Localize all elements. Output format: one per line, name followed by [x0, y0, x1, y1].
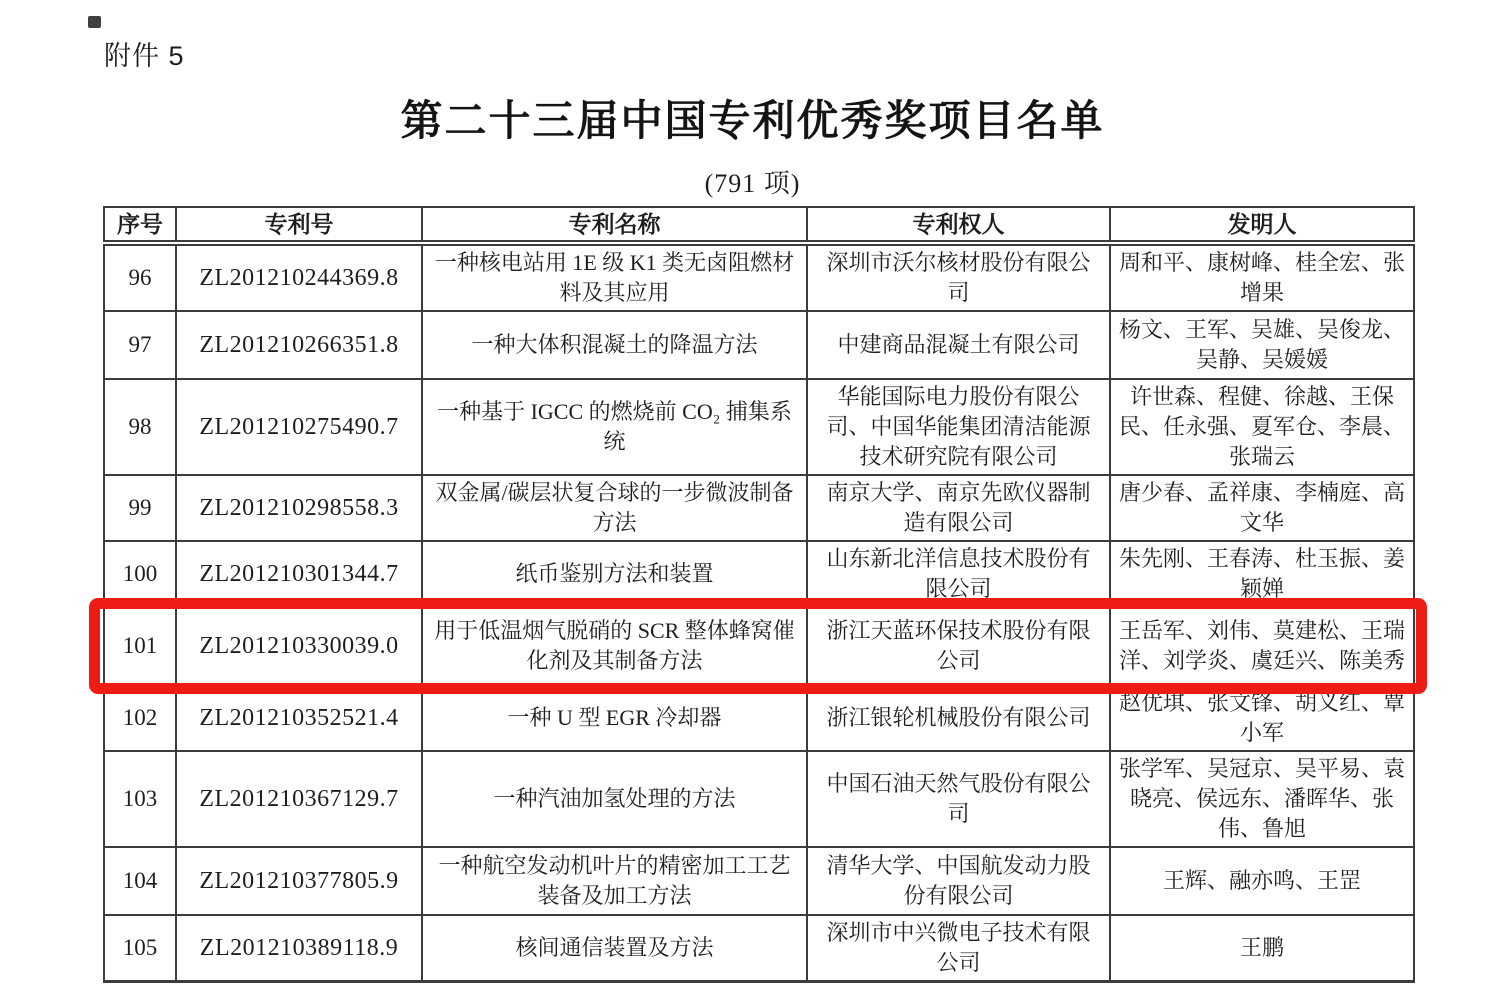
- cell-patent-no: ZL201210298558.3: [176, 475, 422, 541]
- cell-patentee: 深圳市沃尔核材股份有限公司: [807, 243, 1110, 311]
- scan-artifact: [88, 16, 101, 28]
- cell-patent-no: ZL201210330039.0: [176, 607, 422, 685]
- cell-inventors: 朱先刚、王春涛、杜玉振、姜颖婵: [1110, 541, 1414, 607]
- cell-patent-name: 纸币鉴别方法和装置: [422, 541, 807, 607]
- col-header-patentee: 专利权人: [807, 207, 1110, 243]
- cell-index: 104: [104, 847, 176, 915]
- cell-patentee: 浙江银轮机械股份有限公司: [807, 685, 1110, 751]
- col-header-patent-no: 专利号: [176, 207, 422, 243]
- cell-index: 99: [104, 475, 176, 541]
- table-row: [104, 685, 1414, 751]
- cell-inventors: 许世森、程健、徐越、王保民、任永强、夏军仓、李晨、张瑞云: [1110, 379, 1414, 475]
- cell-inventors: 赵优琪、张文锋、胡义红、覃小军: [1110, 685, 1414, 751]
- col-header-index: 序号: [104, 207, 176, 243]
- cell-patent-no: ZL201210352521.4: [176, 685, 422, 751]
- table-row: [104, 243, 1414, 311]
- table-row: [104, 915, 1414, 982]
- cell-patent-name: 一种航空发动机叶片的精密加工工艺装备及加工方法: [422, 847, 807, 915]
- cell-patent-name: 一种汽油加氢处理的方法: [422, 751, 807, 847]
- project-count: (791 项): [704, 169, 801, 198]
- cell-patent-name: 用于低温烟气脱硝的 SCR 整体蜂窝催化剂及其制备方法: [422, 607, 807, 685]
- cell-patent-name: 一种核电站用 1E 级 K1 类无卤阻燃材料及其应用: [422, 243, 807, 311]
- cell-patentee: 清华大学、中国航发动力股份有限公司: [807, 847, 1110, 915]
- cell-index: 96: [104, 243, 176, 311]
- cell-inventors: 王辉、融亦鸣、王罡: [1110, 847, 1414, 915]
- table-row: [104, 475, 1414, 541]
- cell-patentee: 中建商品混凝土有限公司: [807, 311, 1110, 379]
- cell-index: 97: [104, 311, 176, 379]
- table-row: [104, 311, 1414, 379]
- patent-award-table: [103, 206, 1415, 983]
- col-header-inventors: 发明人: [1110, 207, 1414, 243]
- cell-patent-name: 双金属/碳层状复合球的一步微波制备方法: [422, 475, 807, 541]
- cell-inventors: 周和平、康树峰、桂全宏、张增果: [1110, 243, 1414, 311]
- cell-patent-no: ZL201210275490.7: [176, 379, 422, 475]
- cell-inventors: 张学军、吴冠京、吴平易、袁晓亮、侯远东、潘晖华、张伟、鲁旭: [1110, 751, 1414, 847]
- col-header-name: 专利名称: [422, 207, 807, 243]
- cell-index: 98: [104, 379, 176, 475]
- cell-patentee: 南京大学、南京先欧仪器制造有限公司: [807, 475, 1110, 541]
- cell-index: 103: [104, 751, 176, 847]
- cell-patent-name: 一种 U 型 EGR 冷却器: [422, 685, 807, 751]
- cell-patentee: 浙江天蓝环保技术股份有限公司: [807, 607, 1110, 685]
- cell-index: 105: [104, 915, 176, 982]
- cell-patent-no: ZL201210367129.7: [176, 751, 422, 847]
- cell-inventors: 唐少春、孟祥康、李楠庭、高文华: [1110, 475, 1414, 541]
- table-row: [104, 541, 1414, 607]
- cell-inventors: 王岳军、刘伟、莫建松、王瑞洋、刘学炎、虞廷兴、陈美秀: [1110, 607, 1414, 685]
- table-row: [104, 751, 1414, 847]
- cell-patent-name: 核间通信装置及方法: [422, 915, 807, 982]
- cell-index: 101: [104, 607, 176, 685]
- cell-inventors: 王鹏: [1110, 915, 1414, 982]
- attachment-label: 附件 5: [104, 41, 185, 71]
- cell-patentee: 中国石油天然气股份有限公司: [807, 751, 1110, 847]
- cell-patentee: 深圳市中兴微电子技术有限公司: [807, 915, 1110, 982]
- cell-patent-no: ZL201210244369.8: [176, 243, 422, 311]
- cell-patentee: 山东新北洋信息技术股份有限公司: [807, 541, 1110, 607]
- cell-inventors: 杨文、王军、吴雄、吴俊龙、吴静、吴媛媛: [1110, 311, 1414, 379]
- cell-patent-name: 一种大体积混凝土的降温方法: [422, 311, 807, 379]
- cell-index: 100: [104, 541, 176, 607]
- table-row: [104, 379, 1414, 475]
- cell-patent-no: ZL201210377805.9: [176, 847, 422, 915]
- table-row-highlighted: [104, 607, 1414, 685]
- cell-patent-name: 一种基于 IGCC 的燃烧前 CO₂ 捕集系统: [422, 379, 807, 475]
- table-row: [104, 847, 1414, 915]
- cell-index: 102: [104, 685, 176, 751]
- cell-patentee: 华能国际电力股份有限公司、中国华能集团清洁能源技术研究院有限公司: [807, 379, 1110, 475]
- cell-patent-no: ZL201210266351.8: [176, 311, 422, 379]
- page-title: 第二十三届中国专利优秀奖项目名单: [400, 97, 1105, 144]
- cell-patent-no: ZL201210301344.7: [176, 541, 422, 607]
- table-header-row: [104, 207, 1414, 243]
- cell-patent-no: ZL201210389118.9: [176, 915, 422, 982]
